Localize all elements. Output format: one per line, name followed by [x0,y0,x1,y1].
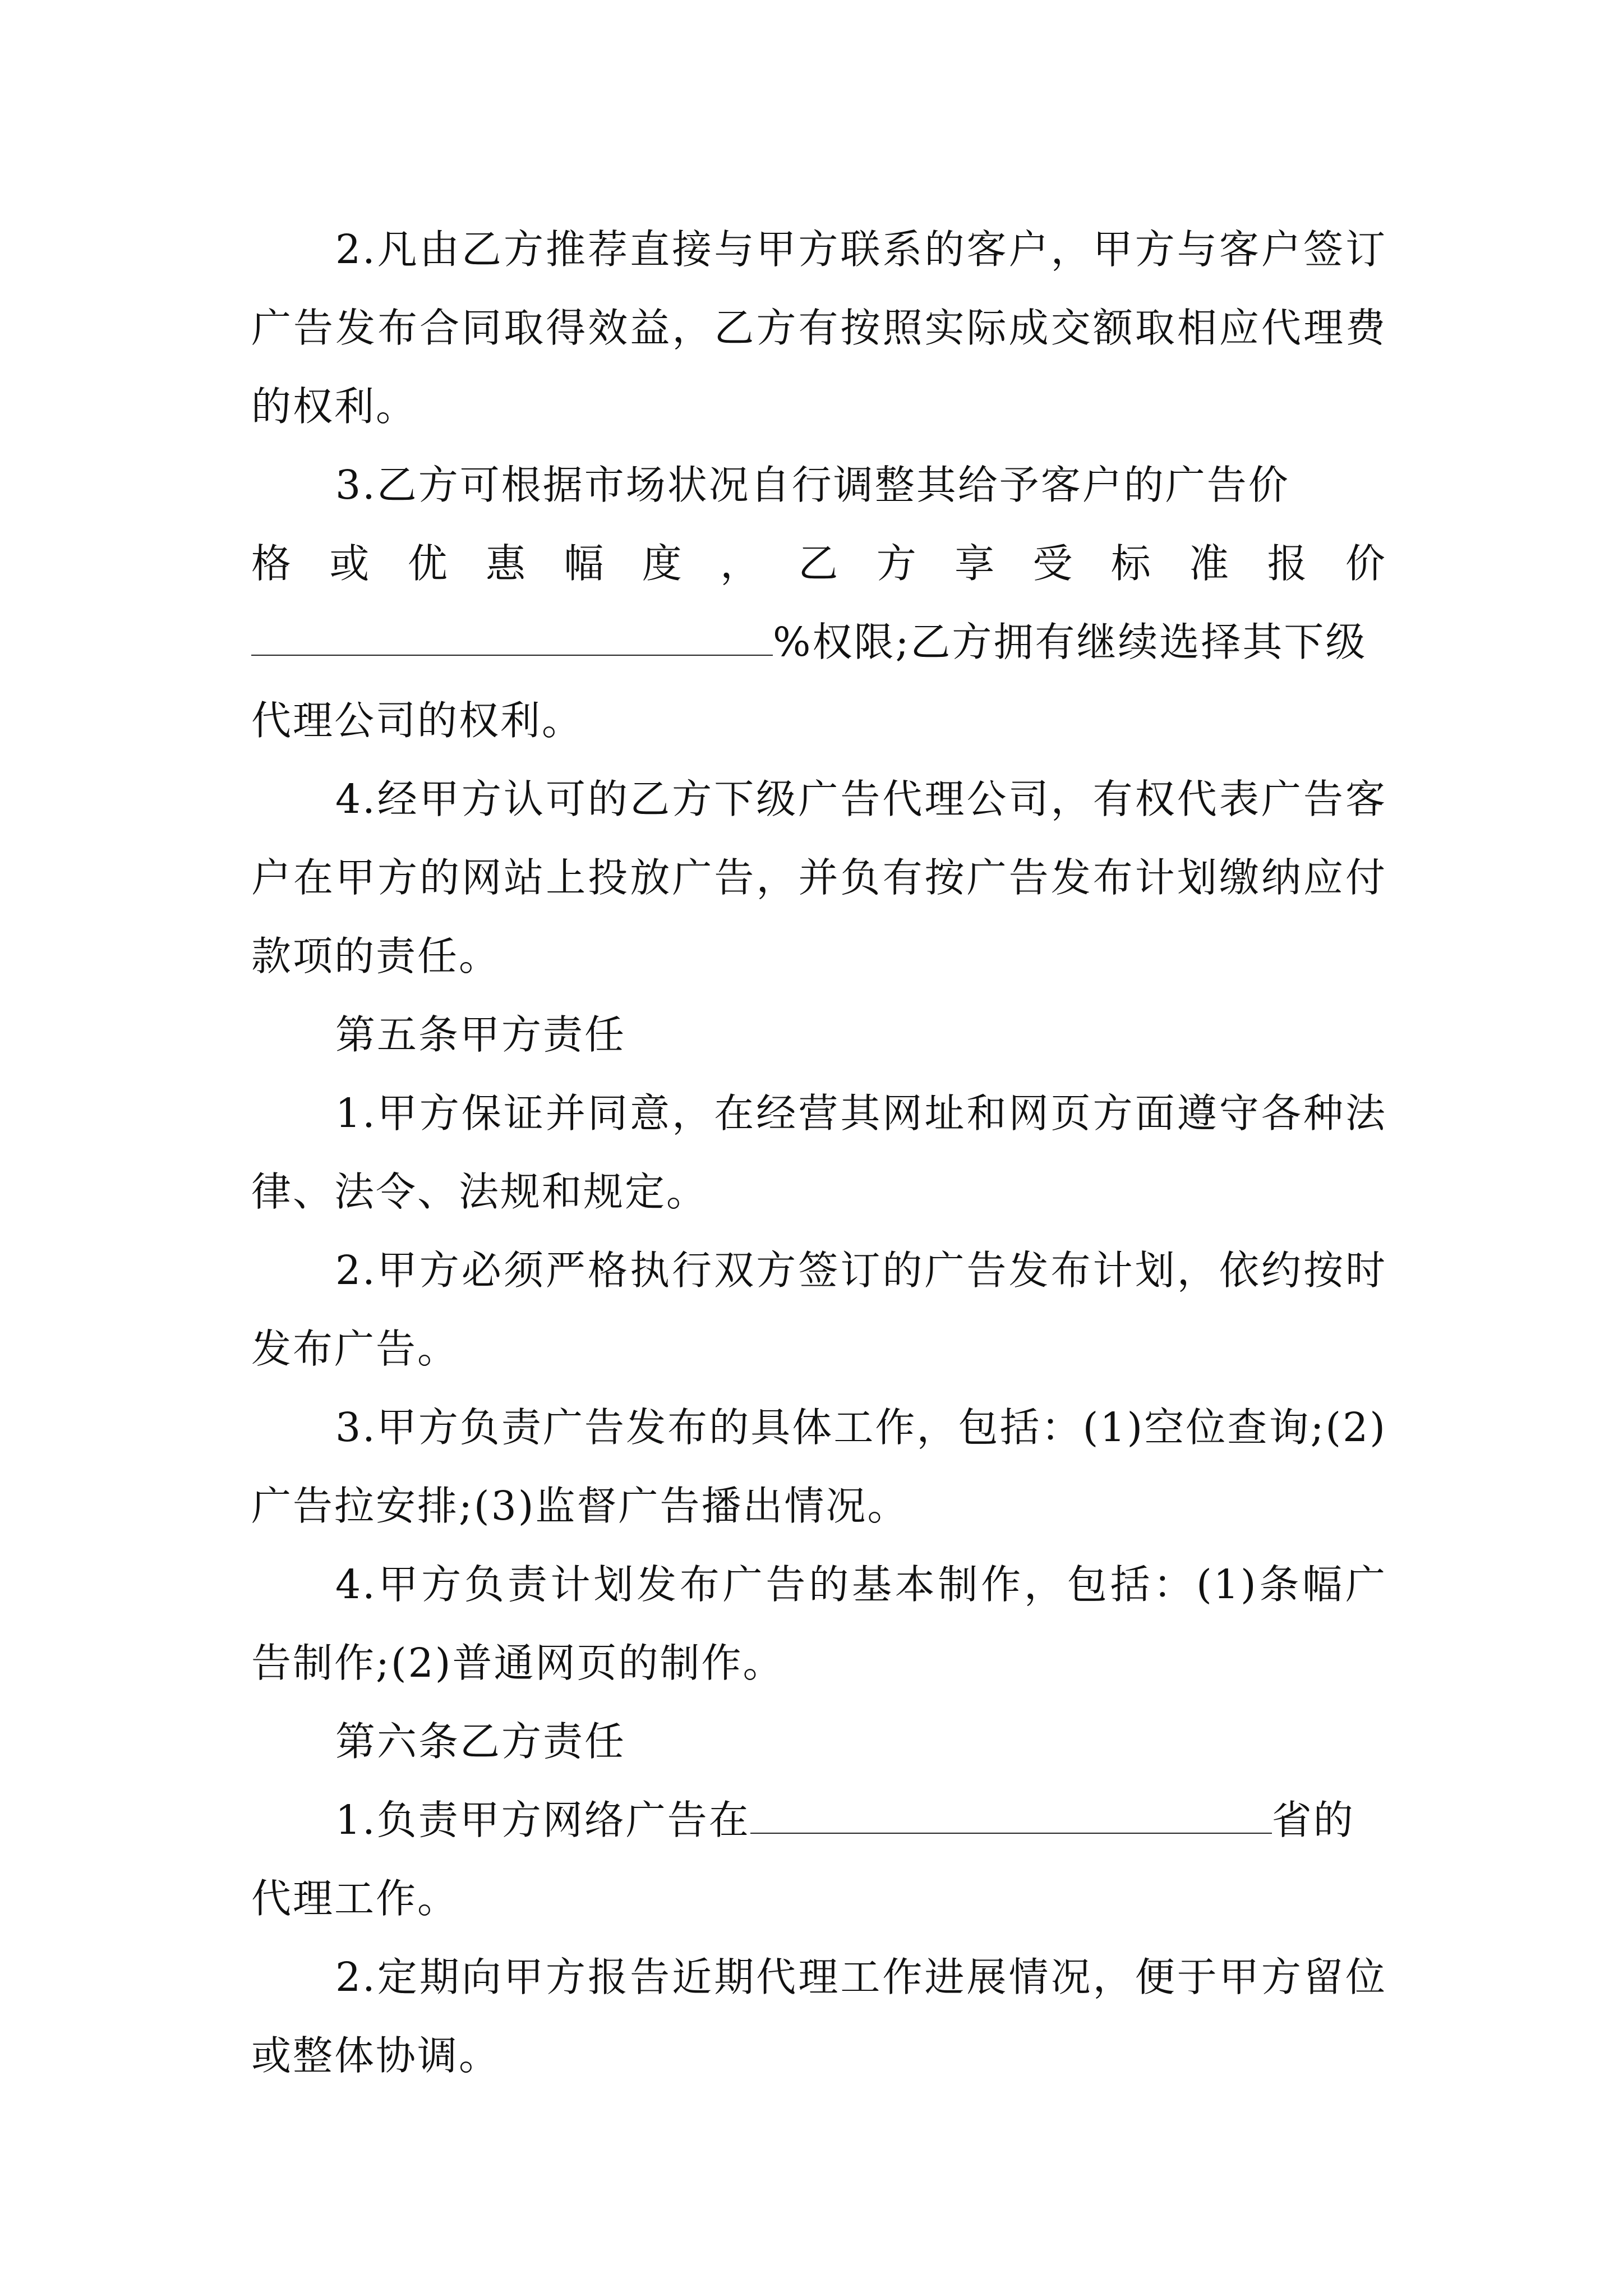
clause-4-item-3 [251,446,1387,760]
document-page [251,210,1387,2095]
spread-char: 幅 [564,540,606,587]
clause-4-item-3-line-2 [251,524,1387,603]
heading-article-5: 第五条甲方责任 [335,1011,626,1058]
spread-char: 报 [1267,540,1309,587]
spread-char: 标 [1110,540,1152,587]
spread-char: 准 [1189,540,1231,587]
clause-6-item-1 [251,1781,1387,1938]
clause-4-item-3-line-1: 3.乙方可根据市场状况自行调整其给予客户的广告价 [335,462,1290,508]
spread-char: 享 [955,540,997,587]
clause-4-item-3-line-3 [251,603,1387,682]
spread-char: ， [720,540,762,587]
clause-5-item-2: 2.甲方必须严格执行双方签订的广告发布计划，依约按时发布广告。 [251,1247,1387,1372]
spread-char: 乙 [798,540,840,587]
province-blank[interactable] [750,1832,1272,1834]
spread-char: 格 [251,540,293,587]
clause-6-item-2: 2.定期向甲方报告近期代理工作进展情况，便于甲方留位或整体协调。 [251,1954,1387,2079]
clause-4-item-3-line-4: 代理公司的权利。 [251,697,584,744]
clause-4-item-4: 4.经甲方认可的乙方下级广告代理公司，有权代表广告客户在甲方的网站上投放广告，并负有按广告发布计划缴纳应付款项的责任。 [251,776,1387,979]
price-percent-blank[interactable] [251,654,773,656]
spread-char: 度 [642,540,684,587]
spread-char: 或 [329,540,371,587]
spread-char: 惠 [486,540,528,587]
clause-5-item-4: 4.甲方负责计划发布广告的基本制作，包括：(1)条幅广告制作;(2)普通网页的制作。 [251,1561,1387,1686]
clause-6-item-1-tail: 省的 [1271,1797,1355,1843]
percent-rights-text: %权限;乙方拥有继续选择其下级 [773,619,1367,665]
spread-char: 方 [876,540,918,587]
spread-char: 受 [1032,540,1075,587]
clause-6-item-1-lead: 1.负责甲方网络广告在 [335,1797,750,1843]
heading-article-6: 第六条乙方责任 [335,1718,626,1765]
clause-5-item-1: 1.甲方保证并同意，在经营其网址和网页方面遵守各种法律、法令、法规和规定。 [251,1090,1387,1215]
clause-6-item-1-line-1 [251,1781,1387,1860]
clause-4-item-2: 2.凡由乙方推荐直接与甲方联系的客户，甲方与客户签订广告发布合同取得效益，乙方有按照实际成交额取相应代理费的权利。 [251,226,1387,430]
clause-5-item-3: 3.甲方负责广告发布的具体工作，包括：(1)空位查询;(2)广告拉安排;(3)监督广告播出情况。 [251,1404,1387,1529]
clause-6-item-1-line-2: 代理工作。 [251,1875,459,1922]
spread-char: 优 [407,540,449,587]
spread-char: 价 [1345,540,1387,587]
